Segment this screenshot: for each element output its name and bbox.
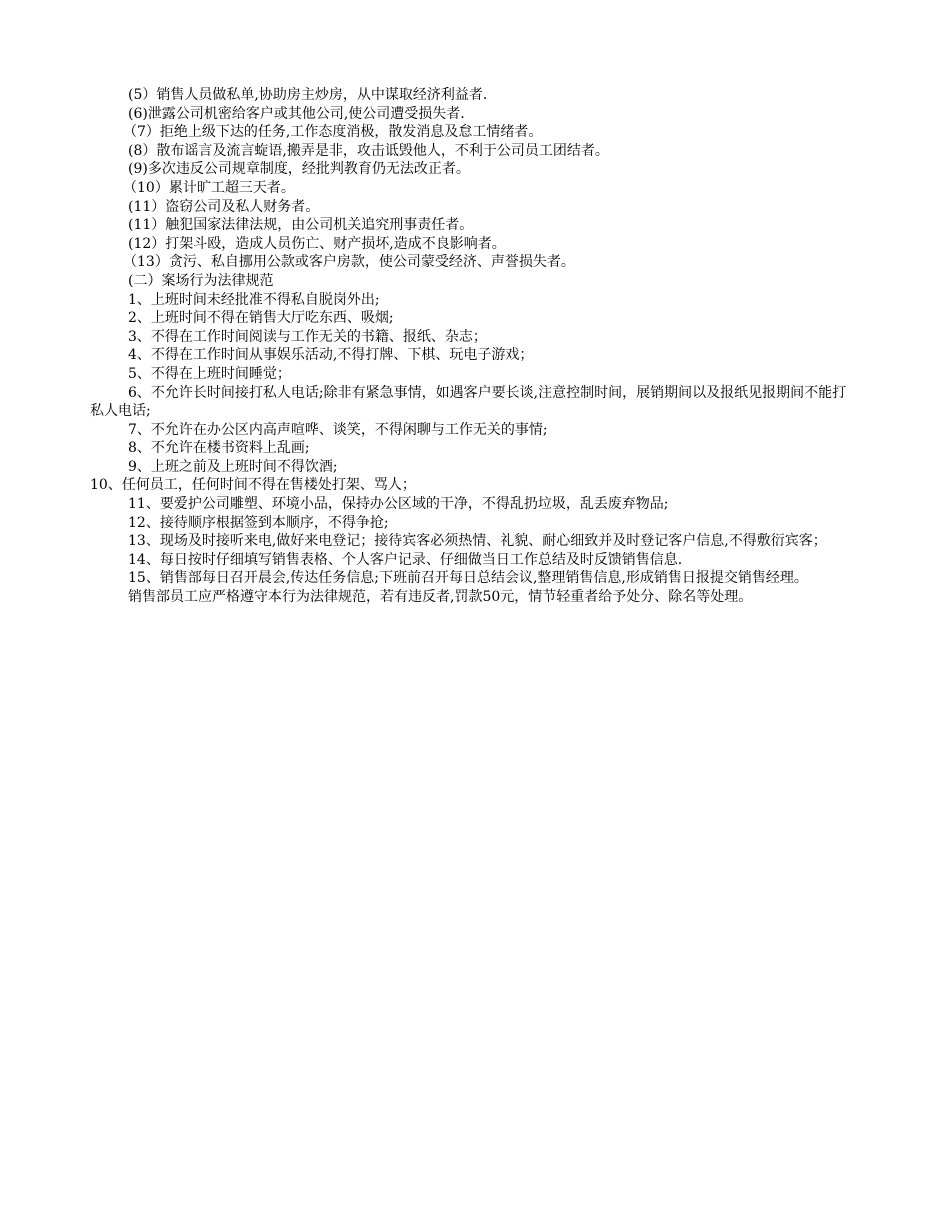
rule-item: 12、接待顺序根据签到本顺序，不得争抢;	[128, 514, 389, 531]
rule-item: 2、上班时间不得在销售大厅吃东西、吸烟;	[128, 310, 394, 327]
closing-statement: 销售部员工应严格遵守本行为法律规范，若有违反者,罚款50元，情节轻重者给予处分、除名等处理。	[128, 589, 753, 606]
rule-line: （7）拒绝上级下达的任务,工作态度消极，散发消息及怠工情绪者。	[123, 124, 543, 141]
rule-line: (11）触犯国家法律法规，由公司机关追究刑事责任者。	[128, 217, 474, 234]
rule-item: 1、上班时间未经批准不得私自脱岗外出;	[128, 291, 380, 308]
rule-line: (8）散布谣言及流言蜁语,搬弄是非，攻击诋毁他人，不利于公司员工团结者。	[128, 142, 609, 159]
rule-item: 5、不得在上班时间睡觉；	[128, 365, 291, 382]
rule-line: （13）贪污、私自挪用公款或客户房款，使公司蒙受经济、声誉损失者。	[123, 254, 575, 271]
rule-line: （10）累计旷工超三天者。	[123, 179, 295, 196]
rule-item: 7、不允许在办公区内高声喧哗、谈笑，不得闲聊与工作无关的事情;	[128, 421, 548, 438]
rule-item: 3、不得在工作时间阅读与工作无关的书籍、报纸、杂志；	[128, 328, 487, 345]
rule-item: 11、要爱护公司雕塑、环境小品，保持办公区域的干净，不得乱扔垃圾，乱丢废弃物品;	[128, 496, 669, 513]
rule-item: 15、销售部每日召开晨会,传达任务信息;下班前召开每日总结会议,整理销售信息,形成销售日报提交销售经理。	[128, 570, 808, 587]
section-heading: (二）案场行为法律规范	[128, 272, 274, 289]
rule-item: 10、任何员工，任何时间不得在售楼处打架、骂人；	[90, 477, 416, 494]
rule-item: 13、现场及时接听来电,做好来电登记；接待宾客必须热情、礼貌、耐心细致并及时登记客户信息,不得敷衍宾客；	[128, 533, 827, 550]
rule-line: (9)多次违反公司规章制度，经批判教育仍无法改正者。	[128, 161, 470, 178]
rule-line: (12）打架斗殴，造成人员伤亡、财产损坏,造成不良影响者。	[128, 235, 506, 252]
rule-line: (6)泄露公司机密给客户或其他公司,使公司遭受损失者.	[128, 105, 465, 122]
rule-item: 9、上班之前及上班时间不得饮酒;	[128, 458, 338, 475]
rule-line: (11）盗窃公司及私人财务者。	[128, 198, 320, 215]
document-body	[90, 86, 860, 607]
rule-item: 4、不得在工作时间从事娱乐活动,不得打牌、下棋、玩电子游戏；	[128, 347, 534, 364]
rule-line: (5）销售人员做私单,协助房主炒房，从中谋取经济利益者.	[128, 87, 488, 103]
rule-item: 14、每日按时仔细填写销售表格、个人客户记录、仔细做当日工作总结及时反馈销售信息.	[128, 551, 683, 568]
rule-item: 6、不允许长时间接打私人电话;除非有紧急事情，如遇客户要长谈,注意控制时间，展销期间以及报纸见报期间不能打私人电话;	[90, 384, 847, 420]
rule-item: 8、不允许在楼书资料上乱画;	[128, 440, 310, 457]
